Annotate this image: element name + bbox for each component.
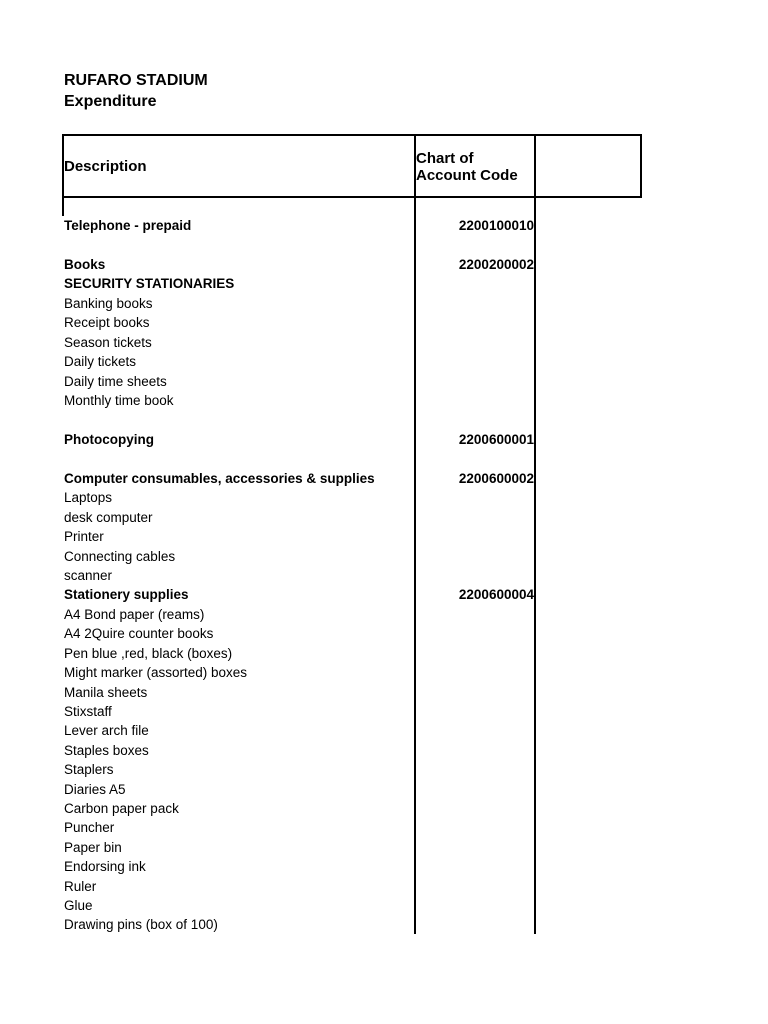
item-label: Pen blue ,red, black (boxes)	[64, 646, 233, 661]
item-label: Staples boxes	[64, 743, 149, 758]
header-top-border	[62, 134, 642, 136]
account-code: 2200600004	[458, 587, 534, 602]
item-label: Diaries A5	[64, 782, 126, 797]
category-label: Photocopying	[64, 432, 154, 447]
item-label: Receipt books	[64, 315, 150, 330]
account-code: 2200600002	[458, 471, 534, 486]
item-label: Stixstaff	[64, 704, 112, 719]
item-label: Laptops	[64, 490, 113, 505]
left-border-stub	[62, 198, 64, 216]
item-label: Staplers	[64, 762, 114, 777]
item-label: Manila sheets	[64, 685, 148, 700]
item-label: Printer	[64, 529, 104, 544]
category-label: Telephone - prepaid	[64, 218, 192, 233]
item-label: A4 2Quire counter books	[64, 626, 214, 641]
item-label: scanner	[64, 568, 113, 583]
item-label: Glue	[64, 898, 93, 913]
right-border	[640, 134, 642, 198]
item-label: Daily tickets	[64, 354, 137, 369]
item-label: Puncher	[64, 820, 115, 835]
category-label: Books	[64, 257, 106, 272]
document-title: RUFARO STADIUM	[64, 72, 208, 89]
document-subtitle: Expenditure	[64, 93, 157, 110]
item-label: A4 Bond paper (reams)	[64, 607, 205, 622]
item-label: Might marker (assorted) boxes	[64, 665, 248, 680]
category-label: Computer consumables, accessories & supplies	[64, 471, 375, 486]
account-code: 2200600001	[458, 432, 534, 447]
column-divider-1	[414, 134, 416, 934]
header-code-line1: Chart of	[416, 150, 474, 167]
item-label: Connecting cables	[64, 549, 176, 564]
item-label: Endorsing ink	[64, 859, 146, 874]
item-label: Banking books	[64, 296, 153, 311]
item-label: Daily time sheets	[64, 374, 167, 389]
item-label: Paper bin	[64, 840, 122, 855]
item-label: Season tickets	[64, 335, 152, 350]
category-label: SECURITY STATIONARIES	[64, 276, 235, 291]
account-code: 2200200002	[458, 257, 534, 272]
item-label: desk computer	[64, 510, 153, 525]
item-label: Carbon paper pack	[64, 801, 179, 816]
category-label: Stationery supplies	[64, 587, 189, 602]
column-divider-2	[534, 134, 536, 934]
header-code-line2: Account Code	[416, 167, 518, 184]
header-description: Description	[64, 158, 147, 175]
header-bottom-border	[62, 196, 642, 198]
item-label: Drawing pins (box of 100)	[64, 917, 218, 932]
item-label: Ruler	[64, 879, 97, 894]
item-label: Lever arch file	[64, 723, 149, 738]
account-code: 2200100010	[458, 218, 534, 233]
item-label: Monthly time book	[64, 393, 174, 408]
